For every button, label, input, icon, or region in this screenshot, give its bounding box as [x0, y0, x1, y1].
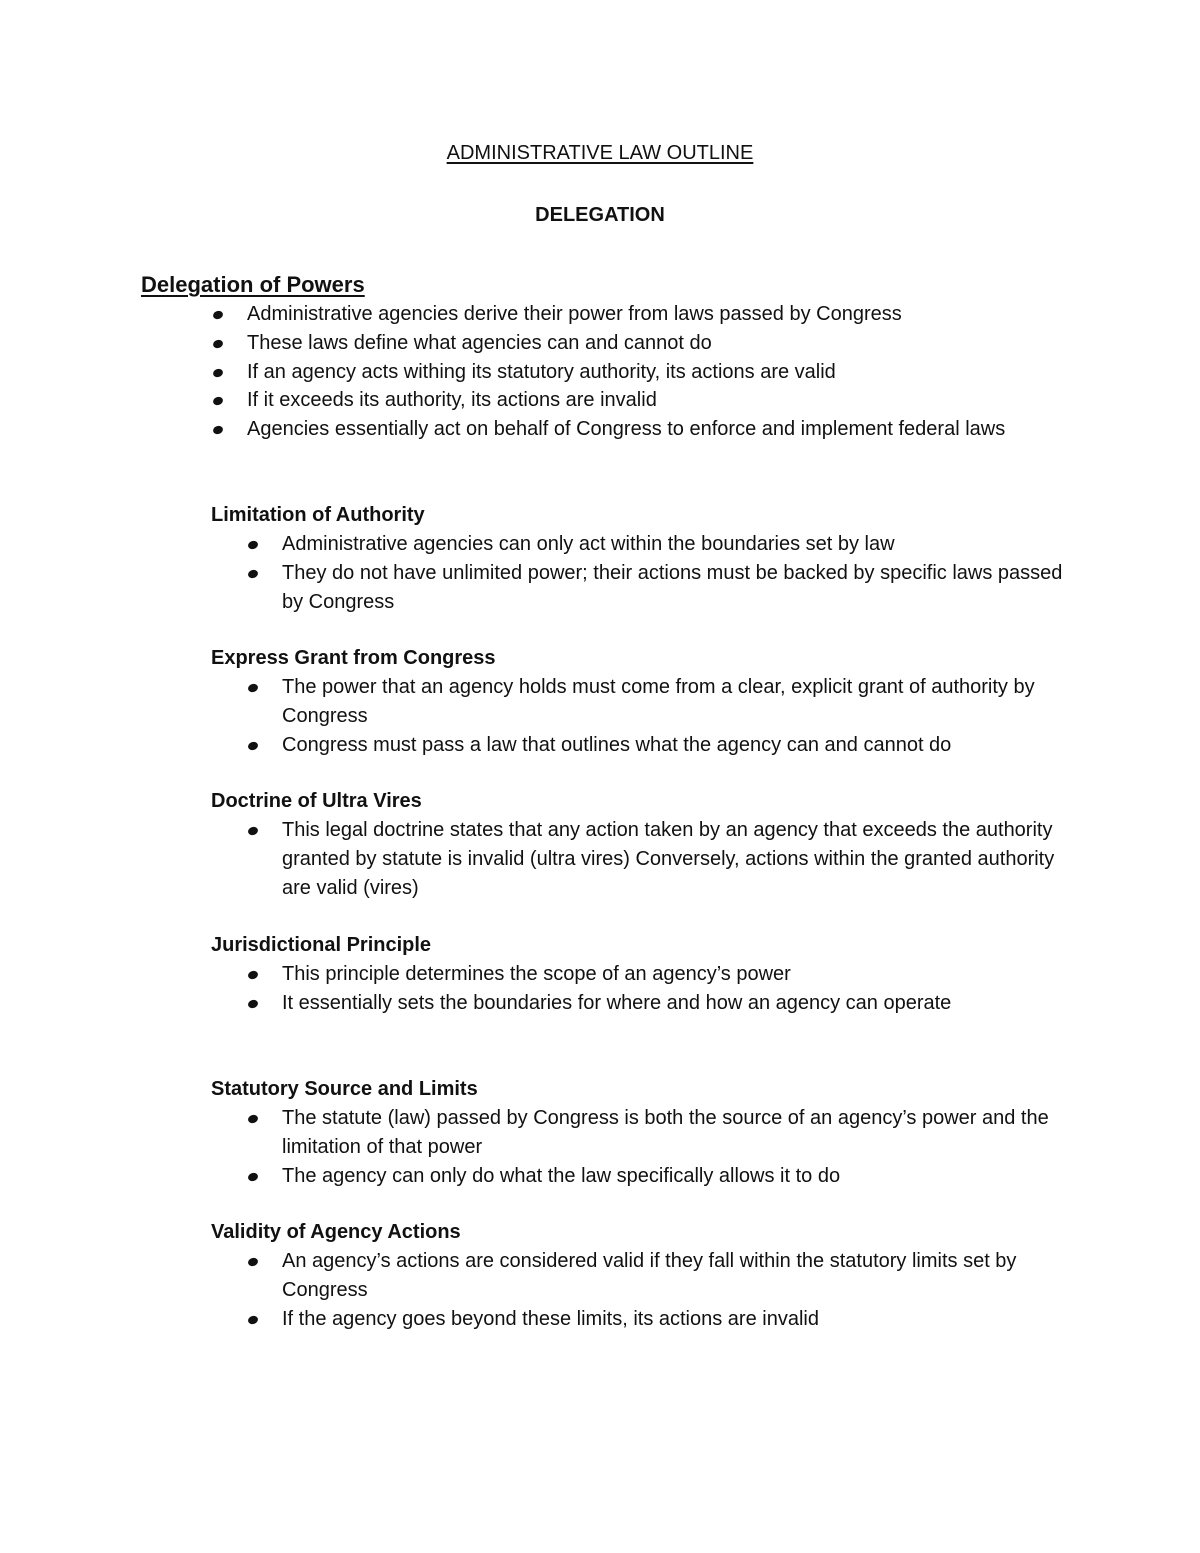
list-item [282, 559, 1072, 617]
list-item [247, 300, 1047, 329]
bullet-icon [247, 540, 259, 551]
bullet-icon [247, 568, 259, 579]
section-heading: Limitation of Authority [211, 504, 425, 526]
section-heading: Express Grant from Congress [211, 647, 496, 669]
bullet-icon [247, 1114, 259, 1125]
list-item-text: If it exceeds its authority, its actions are invalid [247, 389, 657, 412]
document-title: ADMINISTRATIVE LAW OUTLINE [446, 142, 754, 164]
bullet-icon [247, 826, 259, 837]
bullet-list [282, 960, 1072, 1018]
list-item-text: An agency’s actions are considered valid if they fall within the statutory limits set by Congress [282, 1250, 1017, 1301]
list-item [282, 1104, 1072, 1162]
list-item [282, 989, 1072, 1018]
list-item-text: This legal doctrine states that any action taken by an agency that exceeds the authority granted by statute is invalid (ultra vires) Conversely, actions within the granted authority are valid (vires) [282, 819, 1055, 899]
bullet-icon [212, 310, 224, 321]
section-ultra-vires [211, 787, 1091, 902]
bullet-icon [247, 1257, 259, 1268]
bullet-icon [212, 396, 224, 407]
list-item [282, 1247, 1072, 1305]
section-heading: Delegation of Powers [141, 272, 365, 297]
bullet-icon [247, 970, 259, 981]
bullet-list [247, 300, 1047, 444]
section-limitation-of-authority [211, 501, 1091, 616]
bullet-list [282, 816, 1072, 902]
list-item [282, 960, 1072, 989]
list-item-text: Administrative agencies can only act within the boundaries set by law [282, 533, 895, 555]
list-item [247, 386, 1047, 415]
section-heading: Jurisdictional Principle [211, 934, 432, 956]
section-jurisdictional-principle [211, 931, 1091, 1018]
list-item-text: Administrative agencies derive their power from laws passed by Congress [247, 303, 902, 325]
bullet-icon [212, 425, 224, 436]
list-item-text: If an agency acts withing its statutory authority, its actions are valid [247, 360, 836, 383]
bullet-list [282, 530, 1072, 616]
section-delegation-of-powers [141, 270, 1081, 444]
bullet-icon [212, 367, 224, 378]
bullet-list [282, 673, 1072, 759]
list-item-text: They do not have unlimited power; their actions must be backed by specific laws passed by Congress [282, 561, 1063, 613]
section-heading: Statutory Source and Limits [211, 1078, 478, 1100]
section-heading: Validity of Agency Actions [211, 1221, 461, 1243]
list-item [282, 1162, 1072, 1191]
document-subtitle: DELEGATION [535, 204, 665, 226]
list-item [247, 329, 1047, 358]
bullet-list [282, 1104, 1072, 1190]
list-item [282, 530, 1072, 559]
list-item [282, 1305, 1072, 1334]
bullet-icon [212, 338, 224, 349]
list-item-text: This principle determines the scope of an agency’s power [282, 963, 791, 985]
bullet-icon [247, 740, 259, 751]
list-item-text: If the agency goes beyond these limits, its actions are invalid [282, 1307, 819, 1330]
list-item-text: Congress must pass a law that outlines what the agency can and cannot do [282, 733, 952, 756]
list-item [282, 673, 1072, 731]
bullet-icon [247, 1314, 259, 1325]
list-item [247, 415, 1047, 444]
list-item [282, 816, 1072, 902]
list-item-text: Agencies essentially act on behalf of Congress to enforce and implement federal laws [247, 418, 1006, 441]
list-item-text: These laws define what agencies can and cannot do [247, 331, 712, 354]
list-item-text: It essentially sets the boundaries for where and how an agency can operate [282, 991, 952, 1014]
list-item [247, 358, 1047, 387]
section-express-grant [211, 644, 1091, 759]
list-item-text: The agency can only do what the law specifically allows it to do [282, 1164, 841, 1187]
bullet-icon [247, 1171, 259, 1182]
bullet-list [282, 1247, 1072, 1333]
list-item-text: The power that an agency holds must come from a clear, explicit grant of authority by Congress [282, 676, 1035, 727]
section-statutory-source [211, 1075, 1091, 1190]
section-validity-of-actions [211, 1218, 1091, 1333]
section-heading: Doctrine of Ultra Vires [211, 790, 422, 812]
list-item-text: The statute (law) passed by Congress is both the source of an agency’s power and the limitation of that power [282, 1107, 1049, 1158]
bullet-icon [247, 683, 259, 694]
bullet-icon [247, 998, 259, 1009]
list-item [282, 731, 1072, 760]
